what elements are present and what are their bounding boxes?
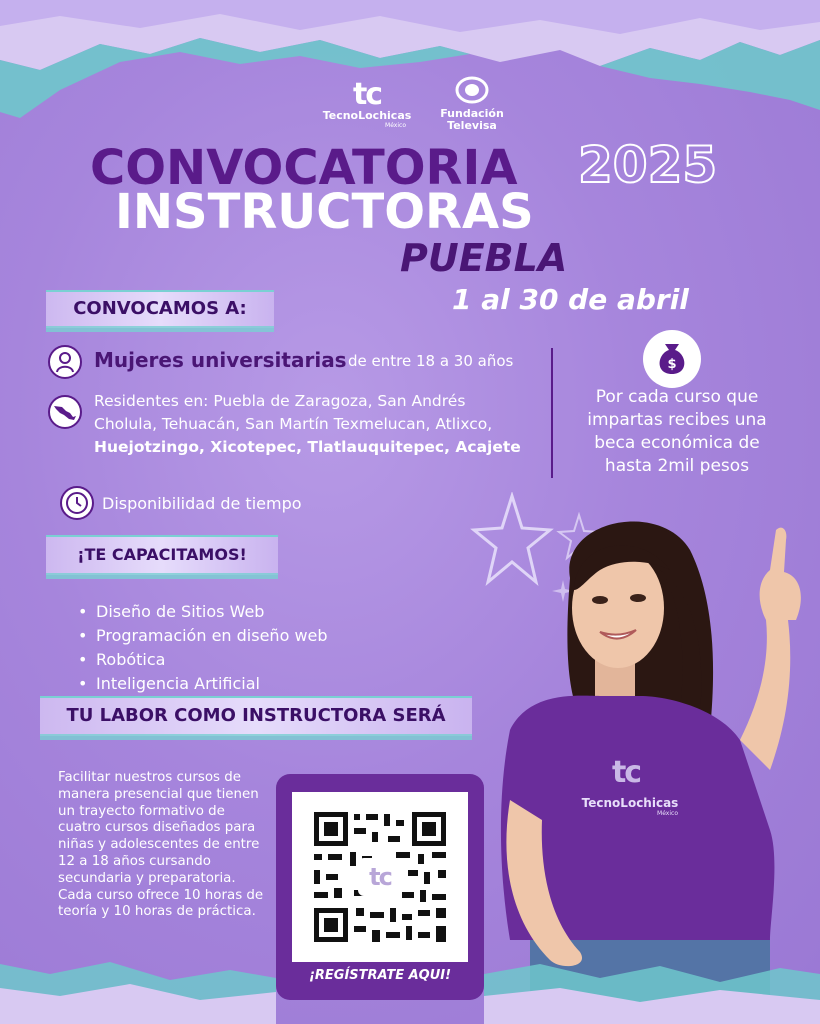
list-item: • Robótica [78,648,328,672]
req-residentes-bold: Huejotzingo, Xicotepec, Tlatlauquitepec, Acajete [94,438,521,456]
tecnolochicas-wordmark: TecnoLochicas [322,109,412,122]
benefit-text: Por cada curso que impartas recibes una beca económica de hasta 2mil pesos [587,387,767,476]
torn-paper-bottom [0,944,820,1024]
svg-text:$: $ [667,357,677,372]
title-instructoras: INSTRUCTORAS [115,184,534,240]
title-city: PUEBLA [400,236,568,280]
list-item: • Inteligencia Artificial [78,672,328,696]
svg-text:tc: tc [611,755,641,790]
course-list [78,600,328,696]
tape-labor: TU LABOR COMO INSTRUCTORA SERÁ [40,696,472,736]
mexico-map-icon [48,395,82,429]
tecnolochicas-logo [312,77,422,136]
money-bag-icon [643,330,701,388]
fundacion-line2: Televisa [447,119,497,132]
fundacion-line1: Fundación [440,107,504,120]
title-convocatoria: CONVOCATORIA [90,140,518,196]
tecnolochicas-country: México [385,122,406,129]
req-age-range: de entre 18 a 30 años [348,352,514,370]
title-year: 2025 [578,136,718,194]
qr-center-logo: tc [369,863,391,891]
qr-code[interactable] [292,792,468,962]
fundacion-televisa-logo [430,76,514,134]
req-mujeres-universitarias: Mujeres universitarias [94,348,347,372]
tc-logo-mark: tc [352,77,382,112]
list-item: • Diseño de Sitios Web [78,600,328,624]
labor-description: Facilitar nuestros cursos de manera presencial que tienen un trayecto formativo de cuatro cursos diseñados para niñas y adolescentes de entre 12 a 18 años cursando secundaria y preparatoria. Cada curso ofrece 10 horas de teoría y 10 horas de práctica. [58,770,264,920]
shirt-logo-wordmark: TecnoLochicas [581,796,679,810]
tape-capacitamos: ¡TE CAPACITAMOS! [46,535,278,575]
req-residentes-plain: Residentes en: Puebla de Zaragoza, San Andrés Cholula, Tehuacán, San Martín Texmelucan, Atlixco, [94,392,493,433]
shirt-logo-country: México [657,810,678,817]
televisa-eye-icon [455,76,489,104]
vertical-divider [551,348,553,478]
clock-icon [60,486,94,520]
req-disponibilidad: Disponibilidad de tiempo [102,494,302,513]
req-residentes [94,390,524,459]
woman-icon [48,345,82,379]
list-item: • Programación en diseño web [78,624,328,648]
register-label[interactable]: ¡REGÍSTRATE AQUI! [308,968,452,983]
date-range: 1 al 30 de abril [452,283,689,316]
tape-convocamos: CONVOCAMOS A: [46,290,274,328]
